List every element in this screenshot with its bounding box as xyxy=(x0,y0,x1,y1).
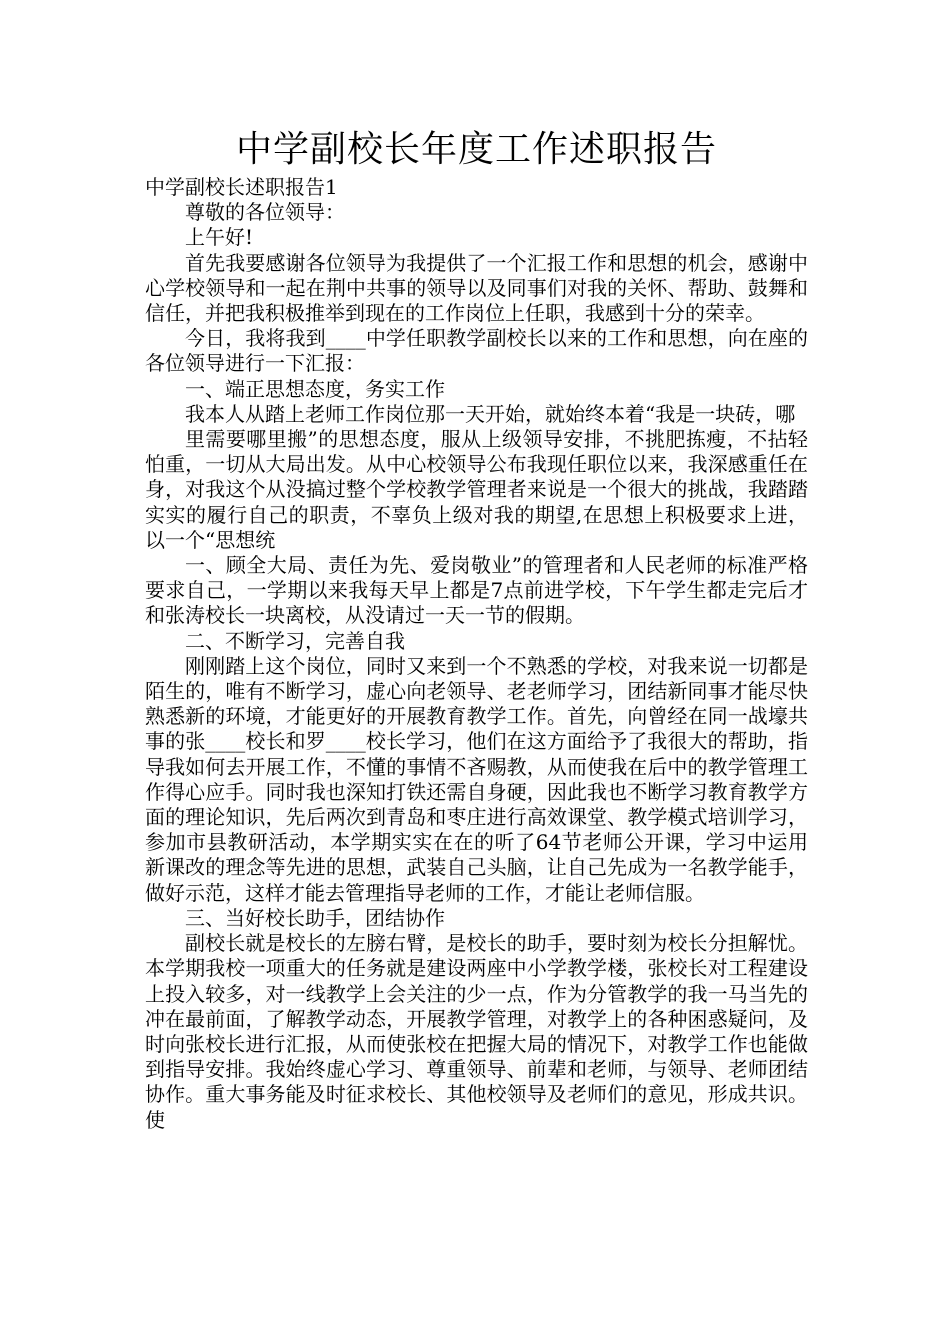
paragraph-salutation: 尊敬的各位领导： xyxy=(185,200,345,225)
paragraph-section-1c: 一、顾全大局、责任为先、爱岗敬业”的管理者和人民老师的标准严格要求自己，一学期以来我每天早上都是7点前进学校，下午学生都走完后才和张涛校长一块离校，从没请过一天一节的假期。 xyxy=(145,553,808,628)
document-subtitle: 中学副校长述职报告1 xyxy=(145,175,338,199)
section-heading-3: 三、当好校长助手，团结协作 xyxy=(185,905,445,930)
section-heading-2: 二、不断学习，完善自我 xyxy=(185,628,405,653)
paragraph-section-1b: 里需要哪里搬”的思想态度，服从上级领导安排，不挑肥拣瘦，不拈轻怕重，一切从大局出发。从中心校领导公布我现任职位以来，我深感重任在身，对我这个从没搞过整个学校教学管理者来说是一个很大的挑战，我踏踏实实的履行自己的职责，不辜负上级对我的期望,在思想上积极要求上进，以一个“思想统 xyxy=(145,427,808,552)
paragraph-thanks: 首先我要感谢各位领导为我提供了一个汇报工作和思想的机会，感谢中心学校领导和一起在荆中共事的领导以及同事们对我的关怀、帮助、鼓舞和信任，并把我积极推举到现在的工作岗位上任职，我感到十分的荣幸。 xyxy=(145,250,808,326)
paragraph-section-3: 副校长就是校长的左膀右臂，是校长的助手，要时刻为校长分担解忧。本学期我校一项重大的任务就是建设两座中小学教学楼，张校长对工程建设上投入较多，对一线教学上会关注的少一点，作为分管教学的我一马当先的冲在最前面，了解教学动态，开展教学管理，对教学上的各种困惑疑问，及时向张校长进行汇报，从而使张校在把握大局的情况下，对教学工作也能做到指导安排。我始终虚心学习、尊重领导、前辈和老师，与领导、老师团结协作。重大事务能及时征求校长、其他校领导及老师们的意见，形成共识。使 xyxy=(145,931,808,1132)
document-page xyxy=(145,125,808,1133)
document-title: 中学副校长年度工作述职报告 xyxy=(235,129,717,170)
paragraph-section-1a: 我本人从踏上老师工作岗位那一天开始，就始终本着“我是一块砖，哪 xyxy=(185,401,796,426)
paragraph-section-2: 刚刚踏上这个岗位，同时又来到一个不熟悉的学校，对我来说一切都是陌生的，唯有不断学习，虚心向老领导、老老师学习，团结新同事才能尽快熟悉新的环境，才能更好的开展教育教学工作。首先，向曾经在同一战壕共事的张____校长和罗____校长学习，他们在这方面给予了我很大的帮助，指导我如何去开展工作，不懂的事情不吝赐教，从而使我在后中的教学管理工作得心应手。同时我也深知打铁还需自身硬，因此我也不断学习教育教学方面的理论知识，先后两次到青岛和枣庄进行高效课堂、教学模式培训学习，参加市县教研活动，本学期实实在在的听了64节老师公开课，学习中运用新课改的理念等先进的思想，武装自己头脑，让自己先成为一名教学能手，做好示范，这样才能去管理指导老师的工作，才能让老师信服。 xyxy=(145,653,808,905)
paragraph-greeting: 上午好! xyxy=(185,225,254,250)
section-heading-1: 一、端正思想态度，务实工作 xyxy=(185,376,445,401)
paragraph-intro: 今日，我将我到____中学任职教学副校长以来的工作和思想，向在座的各位领导进行一下汇报： xyxy=(145,326,808,376)
